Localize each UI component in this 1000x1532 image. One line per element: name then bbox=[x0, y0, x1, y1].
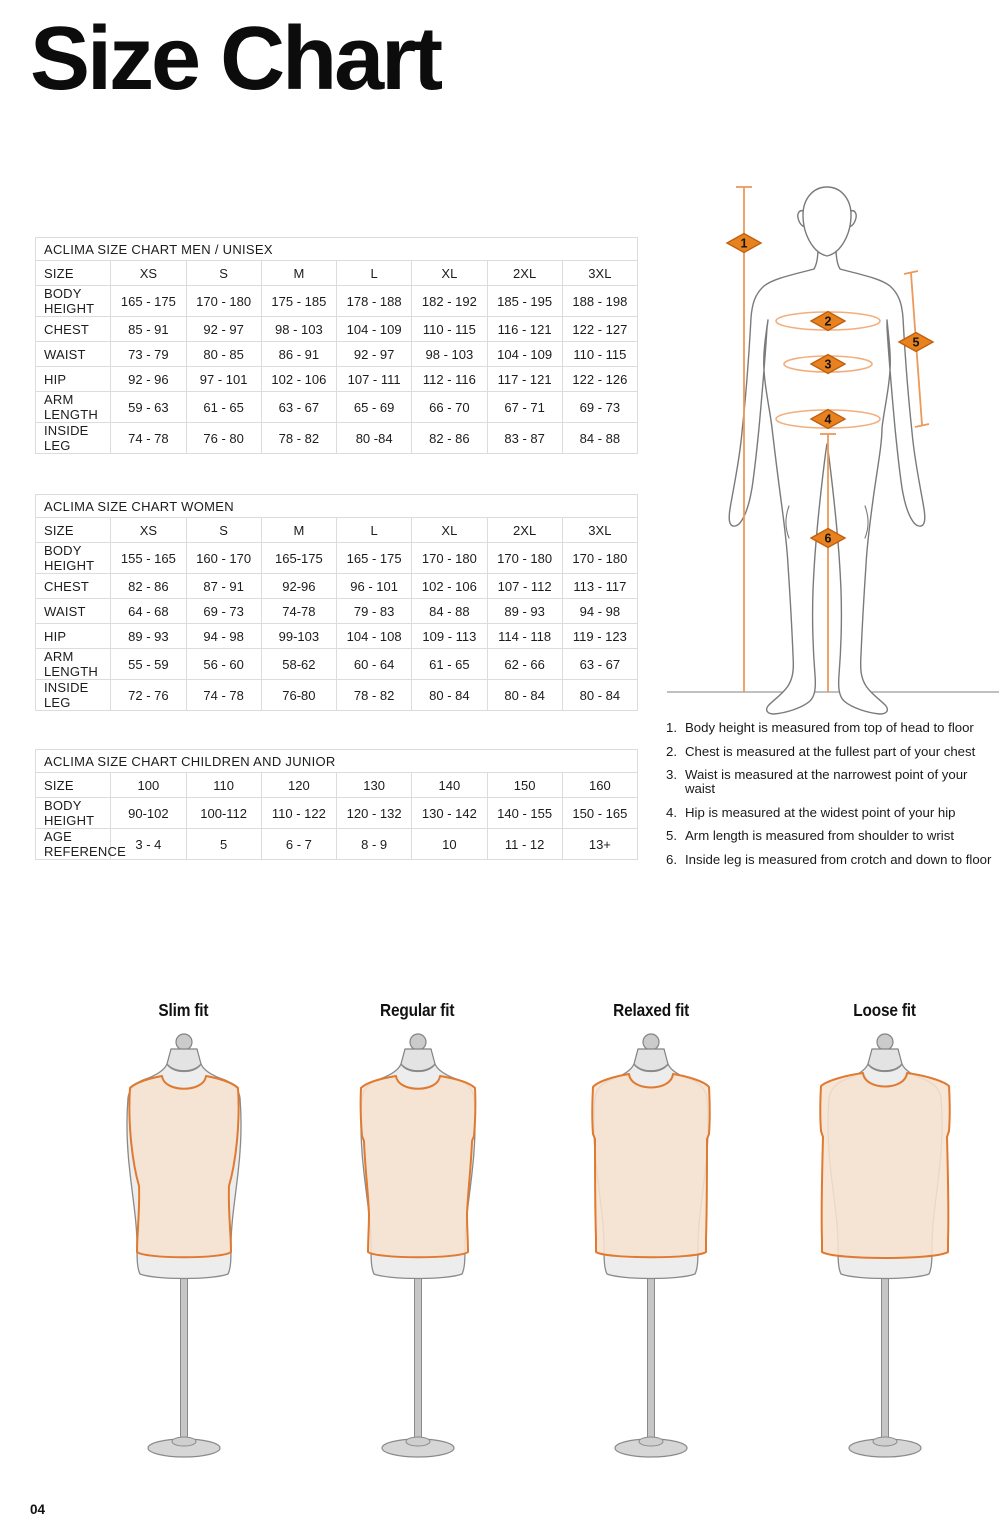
fit-column-loose bbox=[768, 1000, 1000, 1468]
row-label: BODY HEIGHT bbox=[36, 798, 111, 829]
column-header: 2XL bbox=[487, 518, 562, 543]
row-label: WAIST bbox=[36, 599, 111, 624]
table-title: ACLIMA SIZE CHART CHILDREN AND JUNIOR bbox=[36, 750, 638, 773]
note-number: 5. bbox=[666, 828, 677, 843]
table-cell: 122 - 126 bbox=[562, 367, 637, 392]
measurement-note bbox=[666, 768, 996, 796]
column-header: 110 bbox=[186, 773, 261, 798]
table-cell: 97 - 101 bbox=[186, 367, 261, 392]
svg-text:5: 5 bbox=[912, 335, 920, 350]
row-label: BODY HEIGHT bbox=[36, 286, 111, 317]
table-cell: 80 - 84 bbox=[412, 680, 487, 711]
table-cell: 140 - 155 bbox=[487, 798, 562, 829]
measurement-note bbox=[666, 829, 996, 843]
table-cell: 92 - 97 bbox=[337, 342, 412, 367]
column-header: 160 bbox=[562, 773, 637, 798]
note-text: Arm length is measured from shoulder to wrist bbox=[685, 828, 954, 843]
table-cell: 96 - 101 bbox=[337, 574, 412, 599]
table-cell: 114 - 118 bbox=[487, 624, 562, 649]
table-cell: 178 - 188 bbox=[337, 286, 412, 317]
note-number: 3. bbox=[666, 767, 677, 782]
measurement-note bbox=[666, 721, 996, 735]
table-cell: 62 - 66 bbox=[487, 649, 562, 680]
table-cell: 92 - 97 bbox=[186, 317, 261, 342]
size-table bbox=[35, 749, 638, 860]
table-cell: 78 - 82 bbox=[261, 423, 336, 454]
table-cell: 69 - 73 bbox=[186, 599, 261, 624]
table-cell: 175 - 185 bbox=[261, 286, 336, 317]
table-cell: 185 - 195 bbox=[487, 286, 562, 317]
table-cell: 89 - 93 bbox=[111, 624, 186, 649]
mannequin-regular-icon bbox=[301, 1028, 535, 1468]
measurement-notes bbox=[666, 721, 996, 876]
table-cell: 84 - 88 bbox=[562, 423, 637, 454]
svg-text:3: 3 bbox=[824, 357, 832, 372]
table-cell: 170 - 180 bbox=[562, 543, 637, 574]
table-cell: 55 - 59 bbox=[111, 649, 186, 680]
table-cell: 92 - 96 bbox=[111, 367, 186, 392]
table-cell: 104 - 109 bbox=[487, 342, 562, 367]
size-table-children bbox=[35, 749, 638, 860]
table-cell: 56 - 60 bbox=[186, 649, 261, 680]
table-row bbox=[36, 649, 638, 680]
table-cell: 58-62 bbox=[261, 649, 336, 680]
table-row bbox=[36, 392, 638, 423]
table-cell: 61 - 65 bbox=[186, 392, 261, 423]
measurement-note bbox=[666, 806, 996, 820]
table-cell: 13+ bbox=[562, 829, 637, 860]
row-label: INSIDE LEG bbox=[36, 680, 111, 711]
table-cell: 90-102 bbox=[111, 798, 186, 829]
table-cell: 170 - 180 bbox=[186, 286, 261, 317]
table-cell: 107 - 111 bbox=[337, 367, 412, 392]
table-row bbox=[36, 342, 638, 367]
mannequin-loose-icon bbox=[768, 1028, 1000, 1468]
note-text: Hip is measured at the widest point of your hip bbox=[685, 804, 956, 820]
table-cell: 78 - 82 bbox=[337, 680, 412, 711]
note-number: 2. bbox=[666, 743, 677, 759]
table-cell: 130 - 142 bbox=[412, 798, 487, 829]
column-header: 140 bbox=[412, 773, 487, 798]
table-cell: 6 - 7 bbox=[261, 829, 336, 860]
table-cell: 74 - 78 bbox=[186, 680, 261, 711]
column-header: S bbox=[186, 261, 261, 286]
table-cell: 94 - 98 bbox=[186, 624, 261, 649]
table-cell: 73 - 79 bbox=[111, 342, 186, 367]
mannequin-relaxed-icon bbox=[534, 1028, 768, 1468]
column-header: XS bbox=[111, 261, 186, 286]
header-row-label: SIZE bbox=[36, 773, 111, 798]
column-header: XS bbox=[111, 518, 186, 543]
table-cell: 182 - 192 bbox=[412, 286, 487, 317]
table-cell: 117 - 121 bbox=[487, 367, 562, 392]
table-cell: 60 - 64 bbox=[337, 649, 412, 680]
header-row-label: SIZE bbox=[36, 518, 111, 543]
table-cell: 102 - 106 bbox=[261, 367, 336, 392]
note-text: Inside leg is measured from crotch and down to floor bbox=[685, 851, 992, 867]
mannequin-slim-icon bbox=[67, 1028, 301, 1468]
table-cell: 122 - 127 bbox=[562, 317, 637, 342]
table-cell: 5 bbox=[186, 829, 261, 860]
row-label: ARM LENGTH bbox=[36, 392, 111, 423]
column-header: 150 bbox=[487, 773, 562, 798]
size-table-women bbox=[35, 494, 638, 711]
table-row bbox=[36, 423, 638, 454]
column-header: 3XL bbox=[562, 261, 637, 286]
table-cell: 110 - 115 bbox=[412, 317, 487, 342]
fit-label: Loose fit bbox=[852, 1000, 916, 1020]
fit-column-slim bbox=[67, 1000, 301, 1468]
table-row bbox=[36, 829, 638, 860]
table-cell: 109 - 113 bbox=[412, 624, 487, 649]
page-title: Size Chart bbox=[30, 9, 441, 109]
table-cell: 72 - 76 bbox=[111, 680, 186, 711]
table-cell: 107 - 112 bbox=[487, 574, 562, 599]
table-cell: 89 - 93 bbox=[487, 599, 562, 624]
table-cell: 80 - 84 bbox=[487, 680, 562, 711]
table-cell: 66 - 70 bbox=[412, 392, 487, 423]
measurement-note bbox=[666, 745, 996, 759]
table-row bbox=[36, 680, 638, 711]
table-cell: 67 - 71 bbox=[487, 392, 562, 423]
table-cell: 63 - 67 bbox=[261, 392, 336, 423]
table-cell: 188 - 198 bbox=[562, 286, 637, 317]
table-row bbox=[36, 574, 638, 599]
table-cell: 83 - 87 bbox=[487, 423, 562, 454]
table-cell: 112 - 116 bbox=[412, 367, 487, 392]
column-header: XL bbox=[412, 261, 487, 286]
table-cell: 102 - 106 bbox=[412, 574, 487, 599]
table-row bbox=[36, 367, 638, 392]
table-cell: 98 - 103 bbox=[261, 317, 336, 342]
table-cell: 80 -84 bbox=[337, 423, 412, 454]
column-header: L bbox=[337, 518, 412, 543]
row-label: INSIDE LEG bbox=[36, 423, 111, 454]
row-label: AGE REFERENCE bbox=[36, 829, 111, 860]
table-cell: 3 - 4 bbox=[111, 829, 186, 860]
measurement-note bbox=[666, 853, 996, 867]
table-cell: 165 - 175 bbox=[111, 286, 186, 317]
column-header: XL bbox=[412, 518, 487, 543]
table-cell: 63 - 67 bbox=[562, 649, 637, 680]
column-header: 3XL bbox=[562, 518, 637, 543]
table-cell: 79 - 83 bbox=[337, 599, 412, 624]
svg-text:4: 4 bbox=[824, 412, 832, 427]
table-cell: 150 - 165 bbox=[562, 798, 637, 829]
table-cell: 76-80 bbox=[261, 680, 336, 711]
table-cell: 8 - 9 bbox=[337, 829, 412, 860]
note-text: Waist is measured at the narrowest point of your waist bbox=[685, 767, 968, 796]
table-cell: 92-96 bbox=[261, 574, 336, 599]
column-header: L bbox=[337, 261, 412, 286]
table-cell: 74 - 78 bbox=[111, 423, 186, 454]
size-table bbox=[35, 237, 638, 454]
note-number: 4. bbox=[666, 804, 677, 820]
table-row bbox=[36, 317, 638, 342]
fit-column-regular bbox=[301, 1000, 535, 1468]
svg-text:1: 1 bbox=[740, 236, 748, 251]
column-header: 120 bbox=[261, 773, 336, 798]
table-cell: 165-175 bbox=[261, 543, 336, 574]
row-label: WAIST bbox=[36, 342, 111, 367]
table-cell: 113 - 117 bbox=[562, 574, 637, 599]
table-cell: 155 - 165 bbox=[111, 543, 186, 574]
table-cell: 10 bbox=[412, 829, 487, 860]
table-cell: 11 - 12 bbox=[487, 829, 562, 860]
fit-label: Relaxed fit bbox=[612, 1000, 689, 1020]
note-number: 6. bbox=[666, 851, 677, 867]
table-cell: 120 - 132 bbox=[337, 798, 412, 829]
table-cell: 110 - 115 bbox=[562, 342, 637, 367]
table-title: ACLIMA SIZE CHART MEN / UNISEX bbox=[36, 238, 638, 261]
table-cell: 61 - 65 bbox=[412, 649, 487, 680]
fit-label: Slim fit bbox=[158, 1000, 209, 1020]
table-cell: 104 - 108 bbox=[337, 624, 412, 649]
table-row bbox=[36, 624, 638, 649]
table-cell: 82 - 86 bbox=[412, 423, 487, 454]
row-label: HIP bbox=[36, 367, 111, 392]
table-cell: 170 - 180 bbox=[487, 543, 562, 574]
row-label: HIP bbox=[36, 624, 111, 649]
fit-comparison-section bbox=[67, 1000, 1000, 1468]
table-cell: 82 - 86 bbox=[111, 574, 186, 599]
note-text: Chest is measured at the fullest part of your chest bbox=[685, 743, 976, 759]
table-cell: 165 - 175 bbox=[337, 543, 412, 574]
note-number: 1. bbox=[666, 720, 677, 735]
table-cell: 100-112 bbox=[186, 798, 261, 829]
marker-1-body-height bbox=[727, 234, 761, 253]
row-label: BODY HEIGHT bbox=[36, 543, 111, 574]
table-cell: 119 - 123 bbox=[562, 624, 637, 649]
table-cell: 59 - 63 bbox=[111, 392, 186, 423]
table-row bbox=[36, 286, 638, 317]
column-header: 100 bbox=[111, 773, 186, 798]
fit-column-relaxed bbox=[534, 1000, 768, 1468]
measurement-figure bbox=[660, 170, 1000, 720]
table-cell: 69 - 73 bbox=[562, 392, 637, 423]
column-header: M bbox=[261, 518, 336, 543]
row-label: CHEST bbox=[36, 317, 111, 342]
table-cell: 110 - 122 bbox=[261, 798, 336, 829]
size-table bbox=[35, 494, 638, 711]
table-cell: 94 - 98 bbox=[562, 599, 637, 624]
table-cell: 87 - 91 bbox=[186, 574, 261, 599]
svg-text:2: 2 bbox=[824, 314, 832, 329]
table-cell: 74-78 bbox=[261, 599, 336, 624]
page-number: 04 bbox=[30, 1502, 46, 1517]
size-table-men bbox=[35, 237, 638, 454]
column-header: 2XL bbox=[487, 261, 562, 286]
table-cell: 170 - 180 bbox=[412, 543, 487, 574]
table-cell: 80 - 84 bbox=[562, 680, 637, 711]
table-row bbox=[36, 798, 638, 829]
body-measurement-diagram-icon bbox=[660, 170, 1000, 720]
row-label: ARM LENGTH bbox=[36, 649, 111, 680]
table-cell: 80 - 85 bbox=[186, 342, 261, 367]
row-label: CHEST bbox=[36, 574, 111, 599]
table-cell: 160 - 170 bbox=[186, 543, 261, 574]
table-cell: 104 - 109 bbox=[337, 317, 412, 342]
fit-label: Regular fit bbox=[380, 1000, 455, 1020]
table-row bbox=[36, 543, 638, 574]
table-cell: 76 - 80 bbox=[186, 423, 261, 454]
column-header: S bbox=[186, 518, 261, 543]
svg-text:6: 6 bbox=[824, 531, 832, 546]
table-row bbox=[36, 599, 638, 624]
header-row-label: SIZE bbox=[36, 261, 111, 286]
note-text: Body height is measured from top of head to floor bbox=[685, 720, 974, 735]
table-cell: 64 - 68 bbox=[111, 599, 186, 624]
table-title: ACLIMA SIZE CHART WOMEN bbox=[36, 495, 638, 518]
table-cell: 85 - 91 bbox=[111, 317, 186, 342]
table-cell: 84 - 88 bbox=[412, 599, 487, 624]
table-cell: 86 - 91 bbox=[261, 342, 336, 367]
table-cell: 99-103 bbox=[261, 624, 336, 649]
table-cell: 65 - 69 bbox=[337, 392, 412, 423]
body-outline bbox=[729, 187, 925, 714]
column-header: 130 bbox=[337, 773, 412, 798]
table-cell: 98 - 103 bbox=[412, 342, 487, 367]
column-header: M bbox=[261, 261, 336, 286]
table-cell: 116 - 121 bbox=[487, 317, 562, 342]
